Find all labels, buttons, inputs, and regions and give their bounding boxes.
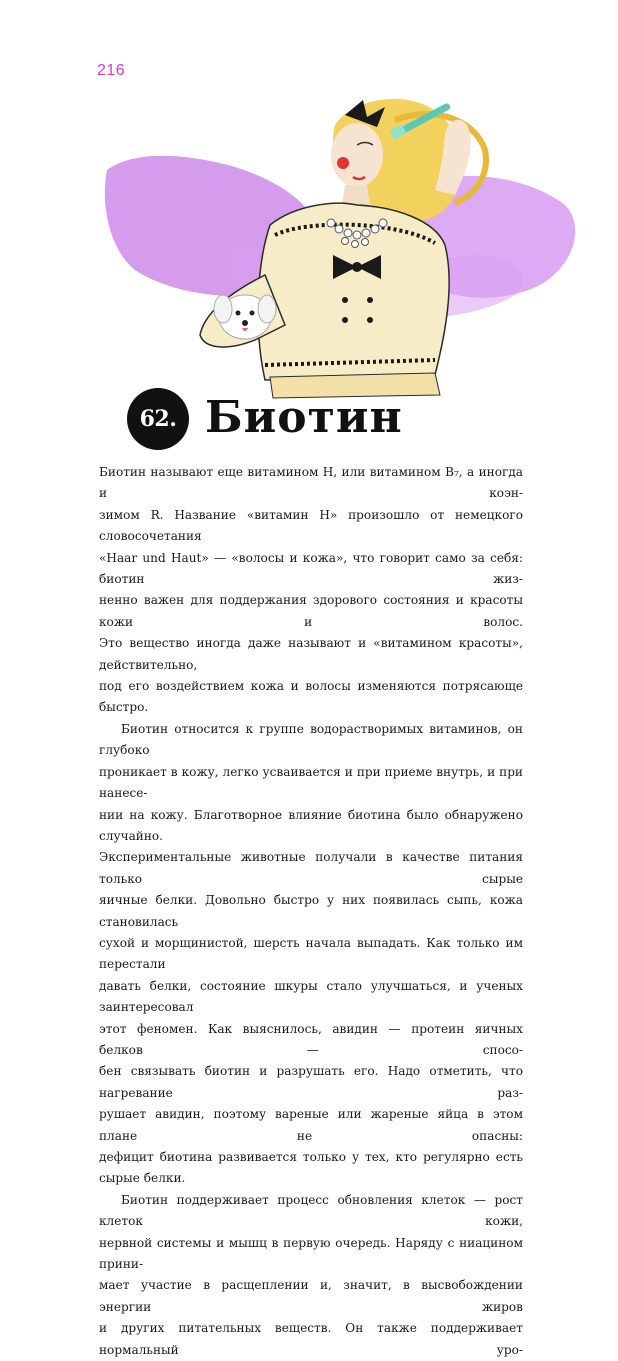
line: рушает авидин, поэтому вареные или жареные яйца в этом плане не опасны:	[99, 1107, 523, 1143]
line: Это вещество иногда даже называют и «витамином красоты», действительно,	[99, 636, 523, 672]
line: «Haar und Haut» — «волосы и кожа», что говорит само за себя: биотин жиз-	[99, 550, 523, 587]
chapter-number-badge: 62.	[127, 388, 189, 450]
line: нии на кожу. Благотворное влияние биотина было обнаружено случайно.	[99, 807, 523, 843]
face	[331, 123, 383, 187]
chapter-title: Биотин	[205, 392, 403, 443]
line: бен связывать биотин и разрушать его. Надо отметить, что нагревание раз-	[99, 1064, 523, 1100]
line: этот феномен. Как выяснилось, авидин — протеин яичных белков — спосо-	[99, 1021, 523, 1057]
line: Биотин поддерживает процесс обновления клеток — рост клеток кожи,	[99, 1192, 523, 1229]
line: ненно важен для поддержания здорового состояния и красоты кожи и волос.	[99, 593, 523, 629]
line: под его воздействием кожа и волосы изменяются потрясающе быстро.	[99, 679, 523, 715]
body-text	[99, 462, 523, 1361]
woman-with-dog-and-toothbrush-illustration	[95, 95, 585, 400]
line: нервной системы и мышц в первую очередь. Наряду с ниацином прини-	[99, 1235, 523, 1272]
line: проникает в кожу, легко усваивается и при приеме внутрь, и при нанесе-	[99, 764, 523, 801]
chest-bow-knot	[352, 262, 362, 272]
line: Биотин называют еще витамином H, или витамином B₇, а иногда и коэн-	[99, 465, 523, 501]
line: зимом R. Название «витамин H» произошло от немецкого словосочетания	[99, 507, 523, 544]
line: давать белки, состояние шкуры стало улучшаться, и ученых заинтересовал	[99, 978, 523, 1015]
line: яичные белки. Довольно быстро у них появилась сыпь, кожа становилась	[99, 893, 523, 929]
line: сухой и морщинистой, шерсть начала выпадать. Как только им перестали	[99, 935, 523, 972]
line: Экспериментальные животные получали в качестве питания только сырые	[99, 850, 523, 886]
line: мает участие в расщеплении и, значит, в высвобождении энергии жиров	[99, 1278, 523, 1314]
line: дефицит биотина развивается только у тех, кто регулярно есть сырые белки.	[99, 1150, 523, 1186]
line: Биотин относится к группе водорастворимых витаминов, он глубоко	[99, 721, 523, 758]
cheek-blush	[337, 157, 349, 169]
line: и других питательных веществ. Он также поддерживает нормальный уро-	[99, 1321, 523, 1357]
page-number: 216	[97, 62, 126, 79]
